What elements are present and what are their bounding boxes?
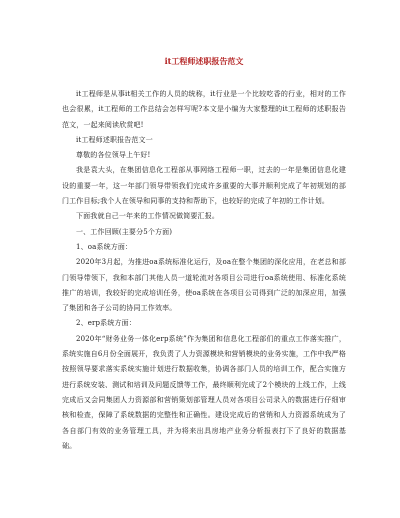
paragraph: 下面我就自己一年来的工作情况做简要汇报。 — [76, 212, 219, 221]
paragraph: it工程师是从事it相关工作的人员的统称，it行业是一个比较吃香的行业，相对的工作也会很累，it工程师的工作总结会怎样写呢?本文是小编为大家整理的it工程师的述职报告范文，一起来阅读欣赏吧! — [62, 90, 346, 129]
paragraph: it工程师述职报告范文一 — [76, 135, 153, 144]
paragraph: 一、工作回顾(主要分5个方面) — [76, 227, 173, 236]
paragraph: 2020年“财务业务一体化erp系统”作为集团和信息化工程部们的重点工作落实推广，系统实施自6月份全面展开，我负责了人力资源模块和营销模块的业务实施，工作中我严格按照领导要求落实系统实施计划进行数据收集，协调各部门人员的培训工作，配合实施方进行系统安装、测试和培训及问题反馈等工作，最终顺利完成了2个模块的上线工作，上线完成后又会同集团人力资源部和营销策划部管理人员对各项目公司录入的数据进行仔细审核和检查，保障了系统数据的完整性和正确性。建设完成后的营销和人力资源系统成为了各自部门有效的业务管理工具，并为将来出具房地产业务分析报表打下了良好的数据基础。 — [62, 334, 346, 450]
paragraph: 1、oa系统方面： — [76, 242, 133, 251]
paragraph: 我是袁大头，在集团信息化工程部从事网络工程师一职，过去的一年是集团信息化建设的重要一年，这一年部门领导带领我们完成许多重要的大事并顺利完成了年初规划的部门工作目标;我个人在领导和同事的支持和帮助下，也较好的完成了年初的工作计划。 — [62, 166, 346, 206]
paragraph: 2、erp系统方面： — [76, 319, 136, 328]
document-body — [62, 87, 346, 454]
paragraph: 尊敬的各位领导上午好! — [76, 151, 151, 160]
paragraph: 2020年3月起，为推进oa系统标准化运行，及oa在整个集团的深化应用，在老总和部门领导带领下，我和本部门其他人员一道轮流对各项目公司进行oa系统使用、标准化系统推广的培训，我较好的完成培训任务，使oa系统在各项目公司得到广泛的加深应用，加强了集团和各子公司的协同工作效率。 — [62, 258, 346, 313]
document-title: it工程师述职报告范文 — [164, 56, 244, 66]
